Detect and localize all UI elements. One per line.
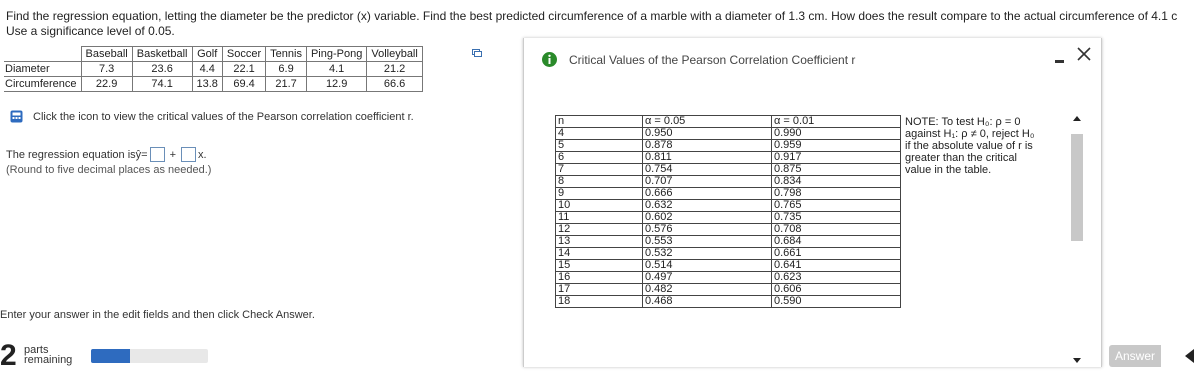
critical-value-cell: 5 [556,140,643,152]
critical-value-cell: 7 [556,164,643,176]
critical-value-cell: 0.917 [772,152,901,164]
data-cell: 23.6 [132,62,192,77]
critical-value-cell: 0.661 [772,248,901,260]
data-cell: 69.4 [222,77,265,92]
data-table-row-circumference [4,77,422,92]
critical-values-row [556,284,901,296]
critical-values-row [556,176,901,188]
progress-fill [91,349,130,363]
regression-equation [6,147,207,162]
close-icon[interactable] [1076,46,1092,62]
data-cell: 21.2 [367,62,422,77]
equation-prefix: The regression equation is [6,148,136,161]
round-note: (Round to five decimal places as needed.) [6,164,212,176]
data-cell: 4.1 [306,62,366,77]
col-header-alpha-05: α = 0.05 [643,116,772,128]
data-cell: 7.3 [81,62,132,77]
critical-value-cell: 14 [556,248,643,260]
critical-value-cell: 0.641 [772,260,901,272]
critical-values-row [556,224,901,236]
scrollbar-thumb[interactable] [1071,134,1083,241]
col-header-alpha-01: α = 0.01 [772,116,901,128]
problem-line-2: Use a significance level of 0.05. [6,24,175,38]
critical-value-cell: 0.834 [772,176,901,188]
critical-value-cell: 0.990 [772,128,901,140]
critical-value-cell: 0.514 [643,260,772,272]
critical-value-cell: 16 [556,272,643,284]
critical-values-row [556,212,901,224]
data-table-header: Volleyball [367,47,422,62]
critical-value-cell: 0.532 [643,248,772,260]
critical-values-header-row [556,116,901,128]
note-line: if the absolute value of r is [905,140,1033,152]
critical-values-table [555,115,901,308]
data-cell: 74.1 [132,77,192,92]
data-table-header: Soccer [222,47,265,62]
data-cell: 13.8 [192,77,222,92]
critical-value-cell: 13 [556,236,643,248]
previous-arrow-icon[interactable] [1185,349,1194,363]
data-table-row-diameter [4,62,422,77]
critical-value-cell: 0.765 [772,200,901,212]
critical-value-cell: 12 [556,224,643,236]
note-line: value in the table. [905,164,992,176]
data-table-header-row [4,47,422,62]
row-label: Circumference [4,77,81,92]
calculator-icon[interactable] [10,110,23,123]
parts-label [24,345,72,365]
critical-values-row [556,296,901,308]
hint-row [10,110,414,123]
info-icon [542,52,557,67]
critical-value-cell: 0.811 [643,152,772,164]
critical-value-cell: 0.878 [643,140,772,152]
note-line: against H₁: ρ ≠ 0, reject H₀ [905,128,1035,140]
dialog-title: Critical Values of the Pearson Correlation Coefficient r [569,53,856,67]
parts-label-2: remaining [24,354,73,366]
data-cell: 21.7 [266,77,307,92]
critical-value-cell: 0.666 [643,188,772,200]
critical-value-cell: 0.707 [643,176,772,188]
data-table-header: Golf [192,47,222,62]
critical-value-cell: 0.553 [643,236,772,248]
slope-input[interactable] [181,147,196,162]
critical-value-cell: 0.590 [772,296,901,308]
critical-value-cell: 0.623 [772,272,901,284]
critical-value-cell: 17 [556,284,643,296]
note-line: NOTE: To test H₀: ρ = 0 [905,116,1021,128]
parts-count: 2 [0,339,17,372]
critical-values-row [556,188,901,200]
critical-value-cell: 8 [556,176,643,188]
critical-value-cell: 0.735 [772,212,901,224]
data-cell: 12.9 [306,77,366,92]
critical-values-row [556,140,901,152]
critical-value-cell: 0.497 [643,272,772,284]
parts-label-1: parts [24,344,49,356]
critical-value-cell: 0.708 [772,224,901,236]
data-cell: 4.4 [192,62,222,77]
critical-value-cell: 15 [556,260,643,272]
col-header-n: n [556,116,643,128]
critical-value-cell: 6 [556,152,643,164]
critical-values-row [556,272,901,284]
problem-line-1: Find the regression equation, letting the diameter be the predictor (x) variable. Find the best predicted circumference of a marble with a diameter of 1.3 cm. How does the result compare to the actual circumference of 4.1 c [6,9,1178,23]
scroll-down-arrow-icon[interactable] [1073,358,1081,363]
note-line: greater than the critical [905,152,1017,164]
critical-value-cell: 4 [556,128,643,140]
critical-values-row [556,200,901,212]
critical-value-cell: 9 [556,188,643,200]
critical-value-cell: 0.959 [772,140,901,152]
critical-values-dialog [523,38,1102,367]
critical-value-cell: 0.606 [772,284,901,296]
data-cell: 22.9 [81,77,132,92]
progress-bar [91,349,208,363]
critical-value-cell: 18 [556,296,643,308]
data-table-header: Ping-Pong [306,47,366,62]
problem-text [6,9,1200,39]
data-table-header: Basketball [132,47,192,62]
critical-value-cell: 0.684 [772,236,901,248]
critical-value-cell: 0.632 [643,200,772,212]
critical-value-cell: 0.950 [643,128,772,140]
data-table [4,46,423,92]
scroll-up-arrow-icon[interactable] [1073,116,1081,121]
row-label: Diameter [4,62,81,77]
equation-yhat: ŷ [135,148,142,161]
critical-value-cell: 0.875 [772,164,901,176]
equation-equals: = [141,148,148,161]
data-cell: 22.1 [222,62,265,77]
instruction-text: Enter your answer in the edit fields and then click Check Answer. [0,309,315,321]
critical-values-row [556,128,901,140]
critical-value-cell: 11 [556,212,643,224]
critical-values-row [556,236,901,248]
critical-value-cell: 10 [556,200,643,212]
data-cell: 6.9 [266,62,307,77]
data-cell: 66.6 [367,77,422,92]
answer-button[interactable]: Answer [1109,345,1161,367]
critical-value-cell: 0.798 [772,188,901,200]
intercept-input[interactable] [150,147,165,162]
critical-value-cell: 0.754 [643,164,772,176]
test-note [905,116,1037,176]
critical-values-row [556,164,901,176]
minimize-icon[interactable] [1055,60,1064,63]
hint-text[interactable]: Click the icon to view the critical values of the Pearson correlation coefficient r. [33,110,414,123]
critical-values-row [556,260,901,272]
critical-value-cell: 0.576 [643,224,772,236]
data-table-header: Baseball [81,47,132,62]
critical-value-cell: 0.468 [643,296,772,308]
critical-value-cell: 0.482 [643,284,772,296]
critical-values-row [556,152,901,164]
critical-values-row [556,248,901,260]
data-table-corner [4,47,81,62]
equation-suffix: x. [198,148,207,161]
copy-icon[interactable] [472,49,482,57]
critical-value-cell: 0.602 [643,212,772,224]
data-table-header: Tennis [266,47,307,62]
equation-plus: + [169,148,177,161]
